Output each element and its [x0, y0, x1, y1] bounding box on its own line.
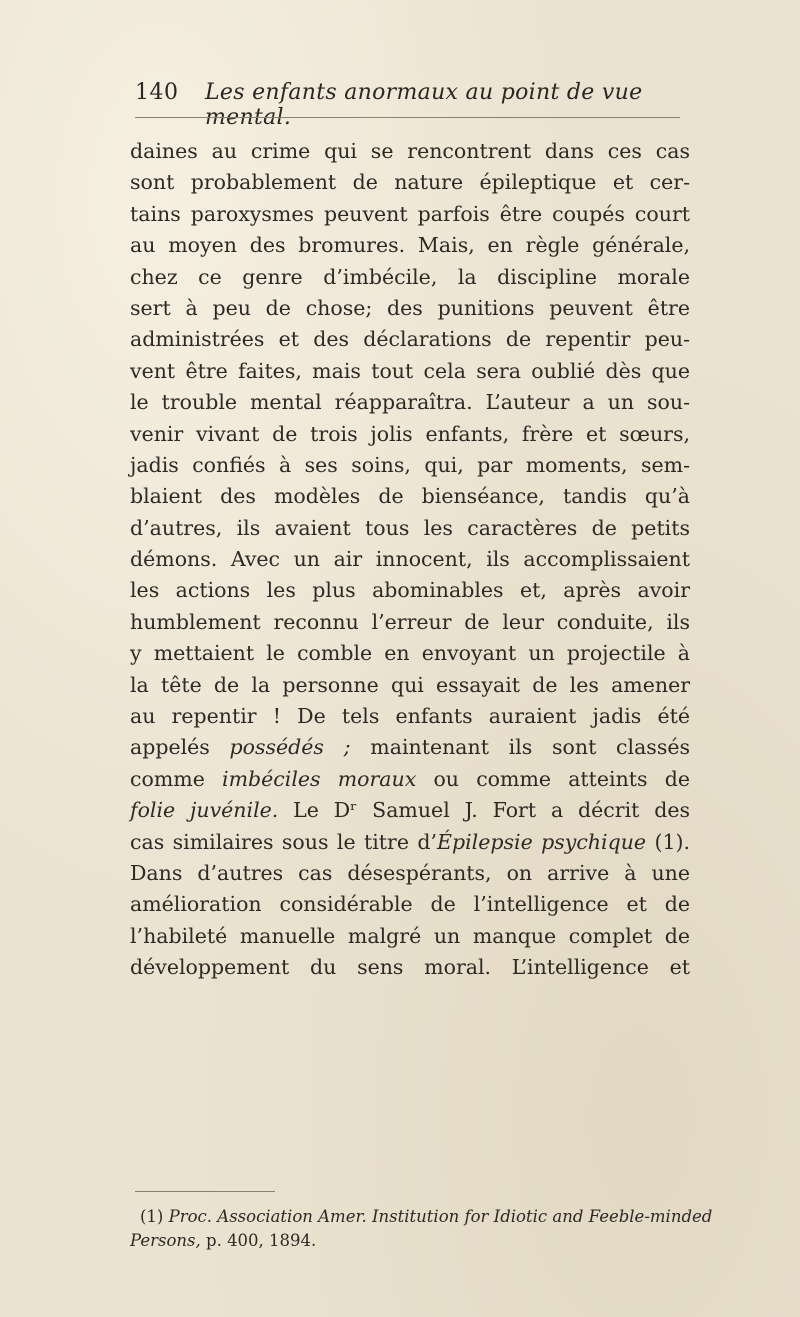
- text-segment: cas similaires sous le titre d’: [130, 829, 438, 854]
- text-line: [130, 199, 690, 230]
- text-segment: comme: [130, 766, 223, 791]
- text-segment: Dans d’autres cas désespérants, on arrive à une: [130, 860, 690, 885]
- text-line: [130, 262, 690, 293]
- text-line: [130, 293, 690, 324]
- text-line: [130, 575, 690, 606]
- text-line: [130, 419, 690, 450]
- footnote-line: [130, 1229, 690, 1253]
- text-segment: blaient des modèles de bienséance, tandis qu’à: [130, 484, 690, 509]
- italic-text-segment: Proc. Association Amer. Institution for Idiotic and Feeble-minded: [168, 1207, 713, 1226]
- text-line: [130, 167, 690, 198]
- text-segment: le trouble mental réapparaîtra. L’auteur a un sou-: [130, 390, 690, 415]
- text-line: [130, 952, 690, 983]
- text-segment: sert à peu de chose; des punitions peuvent être: [130, 295, 690, 320]
- text-line: [130, 513, 690, 544]
- text-line: [130, 795, 690, 826]
- page-number: 140: [135, 80, 179, 105]
- text-line: [130, 827, 690, 858]
- text-line: [130, 324, 690, 355]
- footnote: [130, 1205, 713, 1253]
- italic-text-segment: possédés ;: [229, 735, 351, 760]
- text-segment: l’habileté manuelle malgré un manque complet de: [130, 923, 690, 948]
- text-segment: p. 400, 1894.: [200, 1231, 317, 1250]
- text-segment: développement du sens moral. L’intelligence et: [130, 955, 690, 980]
- text-line: [130, 607, 690, 638]
- italic-text-segment: Persons,: [130, 1231, 201, 1250]
- text-segment: tains paroxysmes peuvent parfois être coupés court: [130, 201, 690, 226]
- text-segment: administrées et des déclarations de repentir peu-: [130, 327, 690, 352]
- text-segment: amélioration considérable de l’intelligence et de: [130, 892, 690, 917]
- text-segment: la tête de la personne qui essayait de les amener: [130, 672, 690, 697]
- text-segment: humblement reconnu l’erreur de leur conduite, ils: [130, 609, 690, 634]
- text-segment: Le Dʳ Samuel J. Fort a décrit des: [278, 798, 690, 823]
- text-segment: au moyen des bromures. Mais, en règle générale,: [130, 233, 690, 258]
- text-line: [130, 764, 690, 795]
- text-segment: maintenant ils sont classés: [350, 735, 690, 760]
- text-segment: chez ce genre d’imbécile, la discipline morale: [130, 264, 690, 289]
- text-segment: (1): [140, 1207, 169, 1226]
- text-line: [130, 450, 690, 481]
- text-segment: démons. Avec un air innocent, ils accomplissaient: [130, 547, 690, 572]
- text-segment: jadis confiés à ses soins, qui, par moments, sem-: [130, 452, 690, 477]
- text-segment: appelés: [130, 735, 230, 760]
- text-line: [130, 670, 690, 701]
- text-line: [130, 701, 690, 732]
- text-segment: sont probablement de nature épileptique et cer-: [130, 170, 690, 195]
- body-text: [130, 136, 690, 984]
- header-rule: [135, 117, 680, 118]
- text-segment: les actions les plus abominables et, après avoir: [130, 578, 690, 603]
- text-line: [130, 136, 690, 167]
- running-head: [135, 80, 675, 130]
- italic-text-segment: folie juvénile.: [130, 798, 279, 823]
- text-segment: ou comme atteints de: [416, 766, 690, 791]
- text-line: [130, 921, 690, 952]
- text-line: [130, 230, 690, 261]
- text-line: [130, 638, 690, 669]
- text-line: [130, 387, 690, 418]
- text-line: [130, 889, 690, 920]
- text-line: [130, 732, 690, 763]
- running-title: Les enfants anormaux au point de vue mental.: [205, 80, 643, 130]
- italic-text-segment: Épilepsie psychique: [437, 829, 647, 854]
- text-line: [130, 481, 690, 512]
- footnote-rule: [135, 1191, 275, 1192]
- text-segment: daines au crime qui se rencontrent dans ces cas: [130, 139, 690, 163]
- text-line: [130, 858, 690, 889]
- text-segment: vent être faites, mais tout cela sera oublié dès que: [130, 358, 690, 383]
- text-line: [130, 544, 690, 575]
- text-segment: au repentir ! De tels enfants auraient jadis été: [130, 704, 690, 729]
- text-segment: y mettaient le comble en envoyant un projectile à: [130, 641, 690, 666]
- italic-text-segment: imbéciles moraux: [222, 766, 417, 791]
- text-line: [130, 356, 690, 387]
- text-segment: d’autres, ils avaient tous les caractères de petits: [130, 515, 690, 540]
- footnote-line: [130, 1205, 713, 1229]
- text-segment: venir vivant de trois jolis enfants, frère et sœurs,: [130, 421, 690, 446]
- text-segment: (1).: [646, 829, 690, 854]
